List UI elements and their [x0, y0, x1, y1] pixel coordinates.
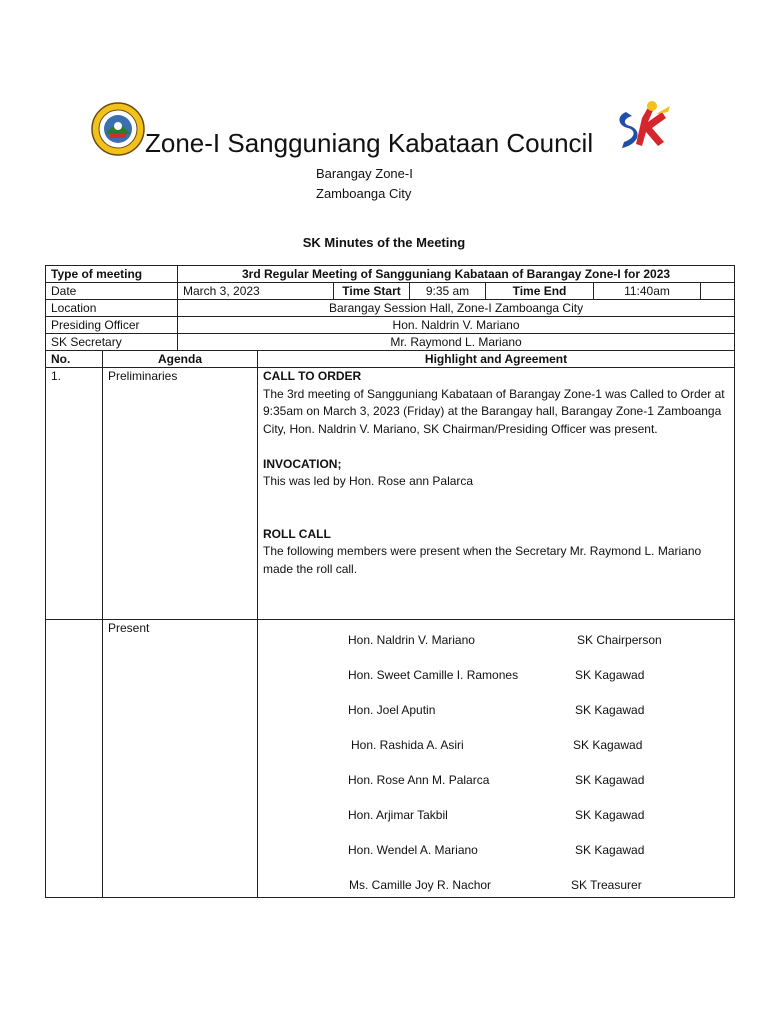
time-end-label: Time End [486, 283, 594, 300]
date-row [46, 283, 735, 300]
secretary-value: Mr. Raymond L. Mariano [178, 334, 735, 351]
call-to-order-text: The 3rd meeting of Sangguniang Kabataan of Barangay Zone-1 was Called to Order at 9:35am on March 3, 2023 (Friday) at the Barangay hall, Barangay Zone-1 Zamboanga City, Hon. Naldrin V. Mariano, SK Chairman/Presiding Officer was present. [263, 386, 725, 436]
member-position: SK Kagawad [575, 773, 645, 787]
date-label: Date [46, 283, 178, 300]
member-name: Ms. Camille Joy R. Nachor [349, 878, 492, 892]
presiding-row [46, 317, 735, 334]
member-position: SK Chairperson [577, 633, 662, 647]
row1-no: 1. [46, 368, 103, 620]
type-label: Type of meeting [46, 266, 178, 283]
time-start-value: 9:35 am [410, 283, 486, 300]
secretary-label: SK Secretary [46, 334, 178, 351]
preliminaries-row [46, 368, 735, 620]
time-end-value: 11:40am [594, 283, 701, 300]
invocation-text: This was led by Hon. Rose ann Palarca [263, 474, 474, 488]
member-name: Hon. Wendel A. Mariano [348, 843, 478, 857]
empty-cell [701, 283, 735, 300]
minutes-table [45, 265, 735, 898]
col-agenda: Agenda [103, 351, 258, 368]
col-no: No. [46, 351, 103, 368]
member-position: SK Kagawad [575, 668, 645, 682]
sk-logo [612, 96, 674, 156]
date-value: March 3, 2023 [178, 283, 334, 300]
present-members-list [258, 620, 734, 890]
location-label: Location [46, 300, 178, 317]
location-row [46, 300, 735, 317]
presiding-value: Hon. Naldrin V. Mariano [178, 317, 735, 334]
member-name: Hon. Rashida A. Asiri [351, 738, 464, 752]
present-row [46, 620, 735, 898]
present-members-cell [258, 620, 735, 898]
barangay-seal-logo [91, 102, 145, 156]
document-title: SK Minutes of the Meeting [302, 235, 466, 250]
location-value: Barangay Session Hall, Zone-I Zamboanga City [178, 300, 735, 317]
row2-agenda: Present [103, 620, 258, 898]
member-name: Hon. Sweet Camille I. Ramones [348, 668, 519, 682]
roll-call-text: The following members were present when the Secretary Mr. Raymond L. Mariano made the roll call. [263, 544, 702, 576]
member-name: Hon. Rose Ann M. Palarca [348, 773, 490, 787]
col-highlight: Highlight and Agreement [258, 351, 735, 368]
member-position: SK Kagawad [575, 703, 645, 717]
secretary-row [46, 334, 735, 351]
time-start-label: Time Start [334, 283, 410, 300]
invocation-heading: INVOCATION; [263, 456, 342, 471]
column-header-row [46, 351, 735, 368]
row1-agenda: Preliminaries [103, 368, 258, 620]
row2-no [46, 620, 103, 898]
row1-highlight [258, 368, 735, 620]
council-title: Zone-I Sangguniang Kabataan Council [145, 128, 594, 158]
barangay-line: Barangay Zone-I [316, 166, 413, 181]
type-value: 3rd Regular Meeting of Sangguniang Kabataan of Barangay Zone-I for 2023 [178, 266, 735, 283]
member-position: SK Treasurer [571, 878, 642, 892]
call-to-order-heading: CALL TO ORDER [263, 369, 362, 383]
member-name: Hon. Joel Aputin [348, 703, 436, 717]
member-name: Hon. Naldrin V. Mariano [348, 633, 475, 647]
member-position: SK Kagawad [575, 808, 645, 822]
city-line: Zamboanga City [316, 186, 412, 201]
presiding-label: Presiding Officer [46, 317, 178, 334]
member-name: Hon. Arjimar Takbil [348, 808, 448, 822]
member-position: SK Kagawad [575, 843, 645, 857]
type-row [46, 266, 735, 283]
roll-call-heading: ROLL CALL [263, 526, 331, 541]
member-position: SK Kagawad [573, 738, 643, 752]
